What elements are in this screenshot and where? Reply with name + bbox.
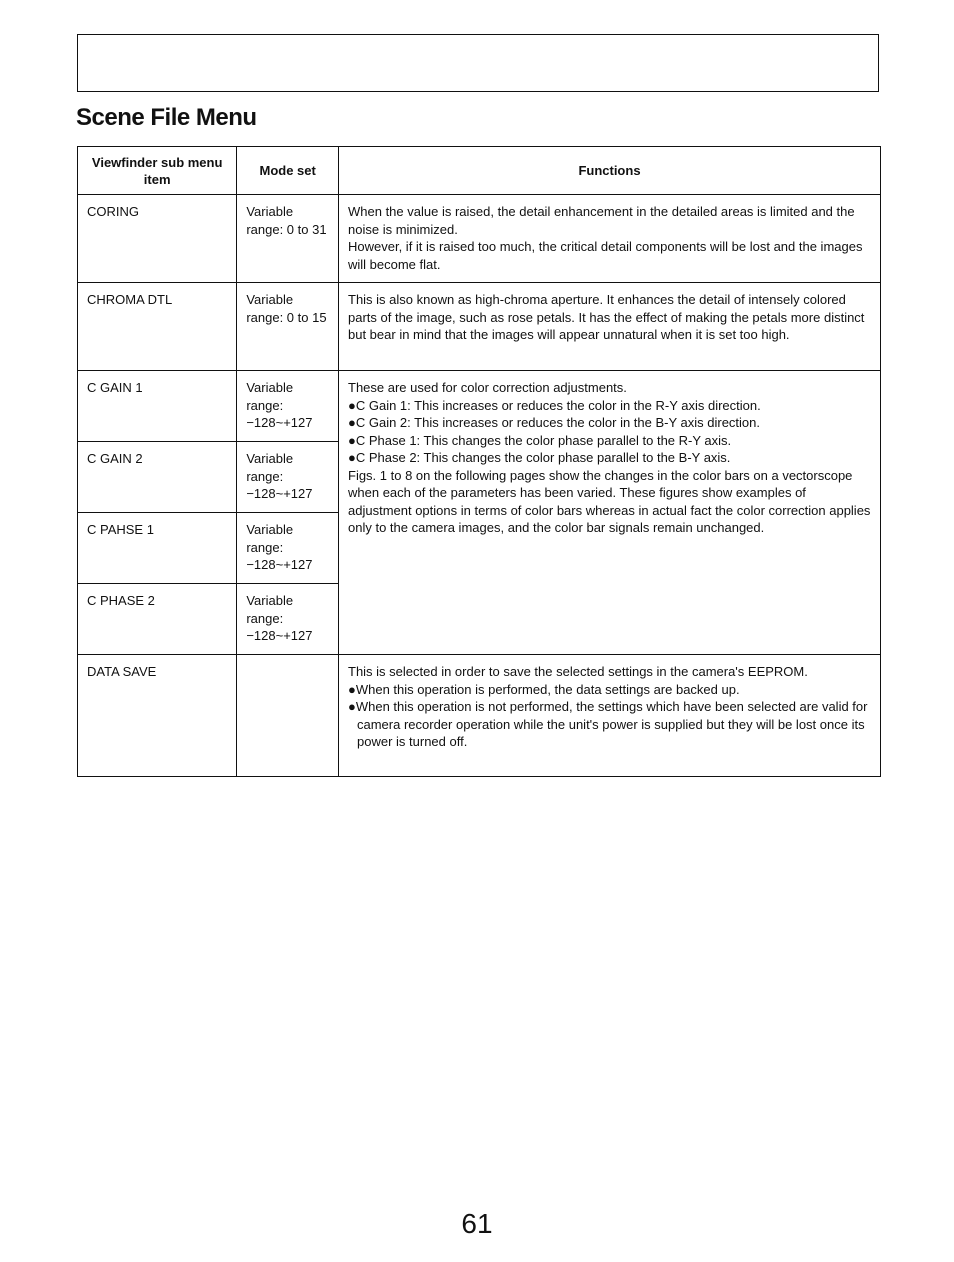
header-mode-set: Mode set	[237, 147, 339, 195]
mode-line: Variable	[246, 380, 294, 395]
mode-line: range:	[246, 610, 284, 626]
mode-line: Variable	[246, 451, 294, 466]
item-cell: C GAIN 2	[78, 442, 237, 513]
item-cell: C PHASE 2	[78, 584, 237, 655]
function-bullet: ●C Phase 2: This changes the color phase parallel to the B-Y axis.	[348, 450, 731, 465]
mode-line: range: 0 to 31	[246, 221, 327, 237]
table-row-chroma-dtl	[78, 283, 881, 371]
table-row-c-gain-1	[78, 371, 881, 442]
mode-line: Variable	[246, 204, 294, 219]
function-bullet: ●When this operation is not performed, the settings which have been selected are valid for camera recorder operation while the unit's power is supplied but they will be lost once its power is turned off.	[348, 699, 868, 749]
mode-line: −128~+127	[246, 486, 313, 501]
mode-line: range:	[246, 539, 284, 555]
mode-line: Variable	[246, 522, 294, 537]
mode-cell	[237, 584, 339, 655]
mode-line: range:	[246, 468, 284, 484]
functions-cell	[339, 655, 881, 777]
functions-cell	[339, 283, 881, 371]
function-line: When the value is raised, the detail enhancement in the detailed areas is limited and the noise is minimized.	[348, 204, 855, 237]
functions-cell	[339, 195, 881, 283]
function-line: Figs. 1 to 8 on the following pages show the changes in the color bars on a vectorscope when each of the parameters has been varied. These figures show examples of adjustment options in terms of color bars whereas in actual fact the color correction applies only to the camera images, and the color bar signals remain unchanged.	[348, 467, 871, 535]
header-functions: Functions	[339, 147, 881, 195]
function-line: This is selected in order to save the selected settings in the camera's EEPROM.	[348, 664, 808, 679]
mode-line: range:	[246, 397, 284, 413]
mode-line: Variable	[246, 292, 294, 307]
page-number: 61	[461, 1208, 493, 1239]
function-line: These are used for color correction adjustments.	[348, 380, 627, 395]
mode-cell	[237, 655, 339, 777]
function-bullet: ●C Gain 1: This increases or reduces the color in the R-Y axis direction.	[348, 397, 761, 413]
function-bullet: ●C Phase 1: This changes the color phase parallel to the R-Y axis.	[348, 432, 732, 448]
function-bullet: ●C Gain 2: This increases or reduces the color in the B-Y axis direction.	[348, 415, 761, 430]
scene-file-menu-table	[77, 146, 881, 777]
mode-line: −128~+127	[246, 557, 313, 572]
header-box	[77, 34, 879, 92]
mode-cell	[237, 513, 339, 584]
item-cell: CHROMA DTL	[78, 283, 237, 371]
mode-cell	[237, 195, 339, 283]
table-row-coring	[78, 195, 881, 283]
mode-line: range: 0 to 15	[246, 309, 327, 325]
function-bullet: ●When this operation is performed, the data settings are backed up.	[348, 681, 740, 697]
table-header-row	[78, 147, 881, 195]
mode-line: −128~+127	[246, 415, 313, 430]
color-functions-cell	[339, 371, 881, 655]
item-cell: DATA SAVE	[78, 655, 237, 777]
item-cell: C GAIN 1	[78, 371, 237, 442]
item-cell: CORING	[78, 195, 237, 283]
table-row-data-save	[78, 655, 881, 777]
mode-line: −128~+127	[246, 628, 313, 643]
mode-cell	[237, 283, 339, 371]
mode-line: Variable	[246, 593, 294, 608]
item-cell: C PAHSE 1	[78, 513, 237, 584]
mode-cell	[237, 371, 339, 442]
function-line: This is also known as high-chroma aperture. It enhances the detail of intensely colored parts of the image, such as rose petals. It has the effect of making the petals more distinct but bear in mind that the images will appear unnatural when it is set too high.	[348, 292, 865, 342]
function-line: However, if it is raised too much, the critical detail components will be lost and the images will become flat.	[348, 239, 863, 272]
mode-cell	[237, 442, 339, 513]
page-title: Scene File Menu	[76, 104, 257, 131]
header-viewfinder-item: Viewfinder sub menu item	[78, 147, 237, 195]
